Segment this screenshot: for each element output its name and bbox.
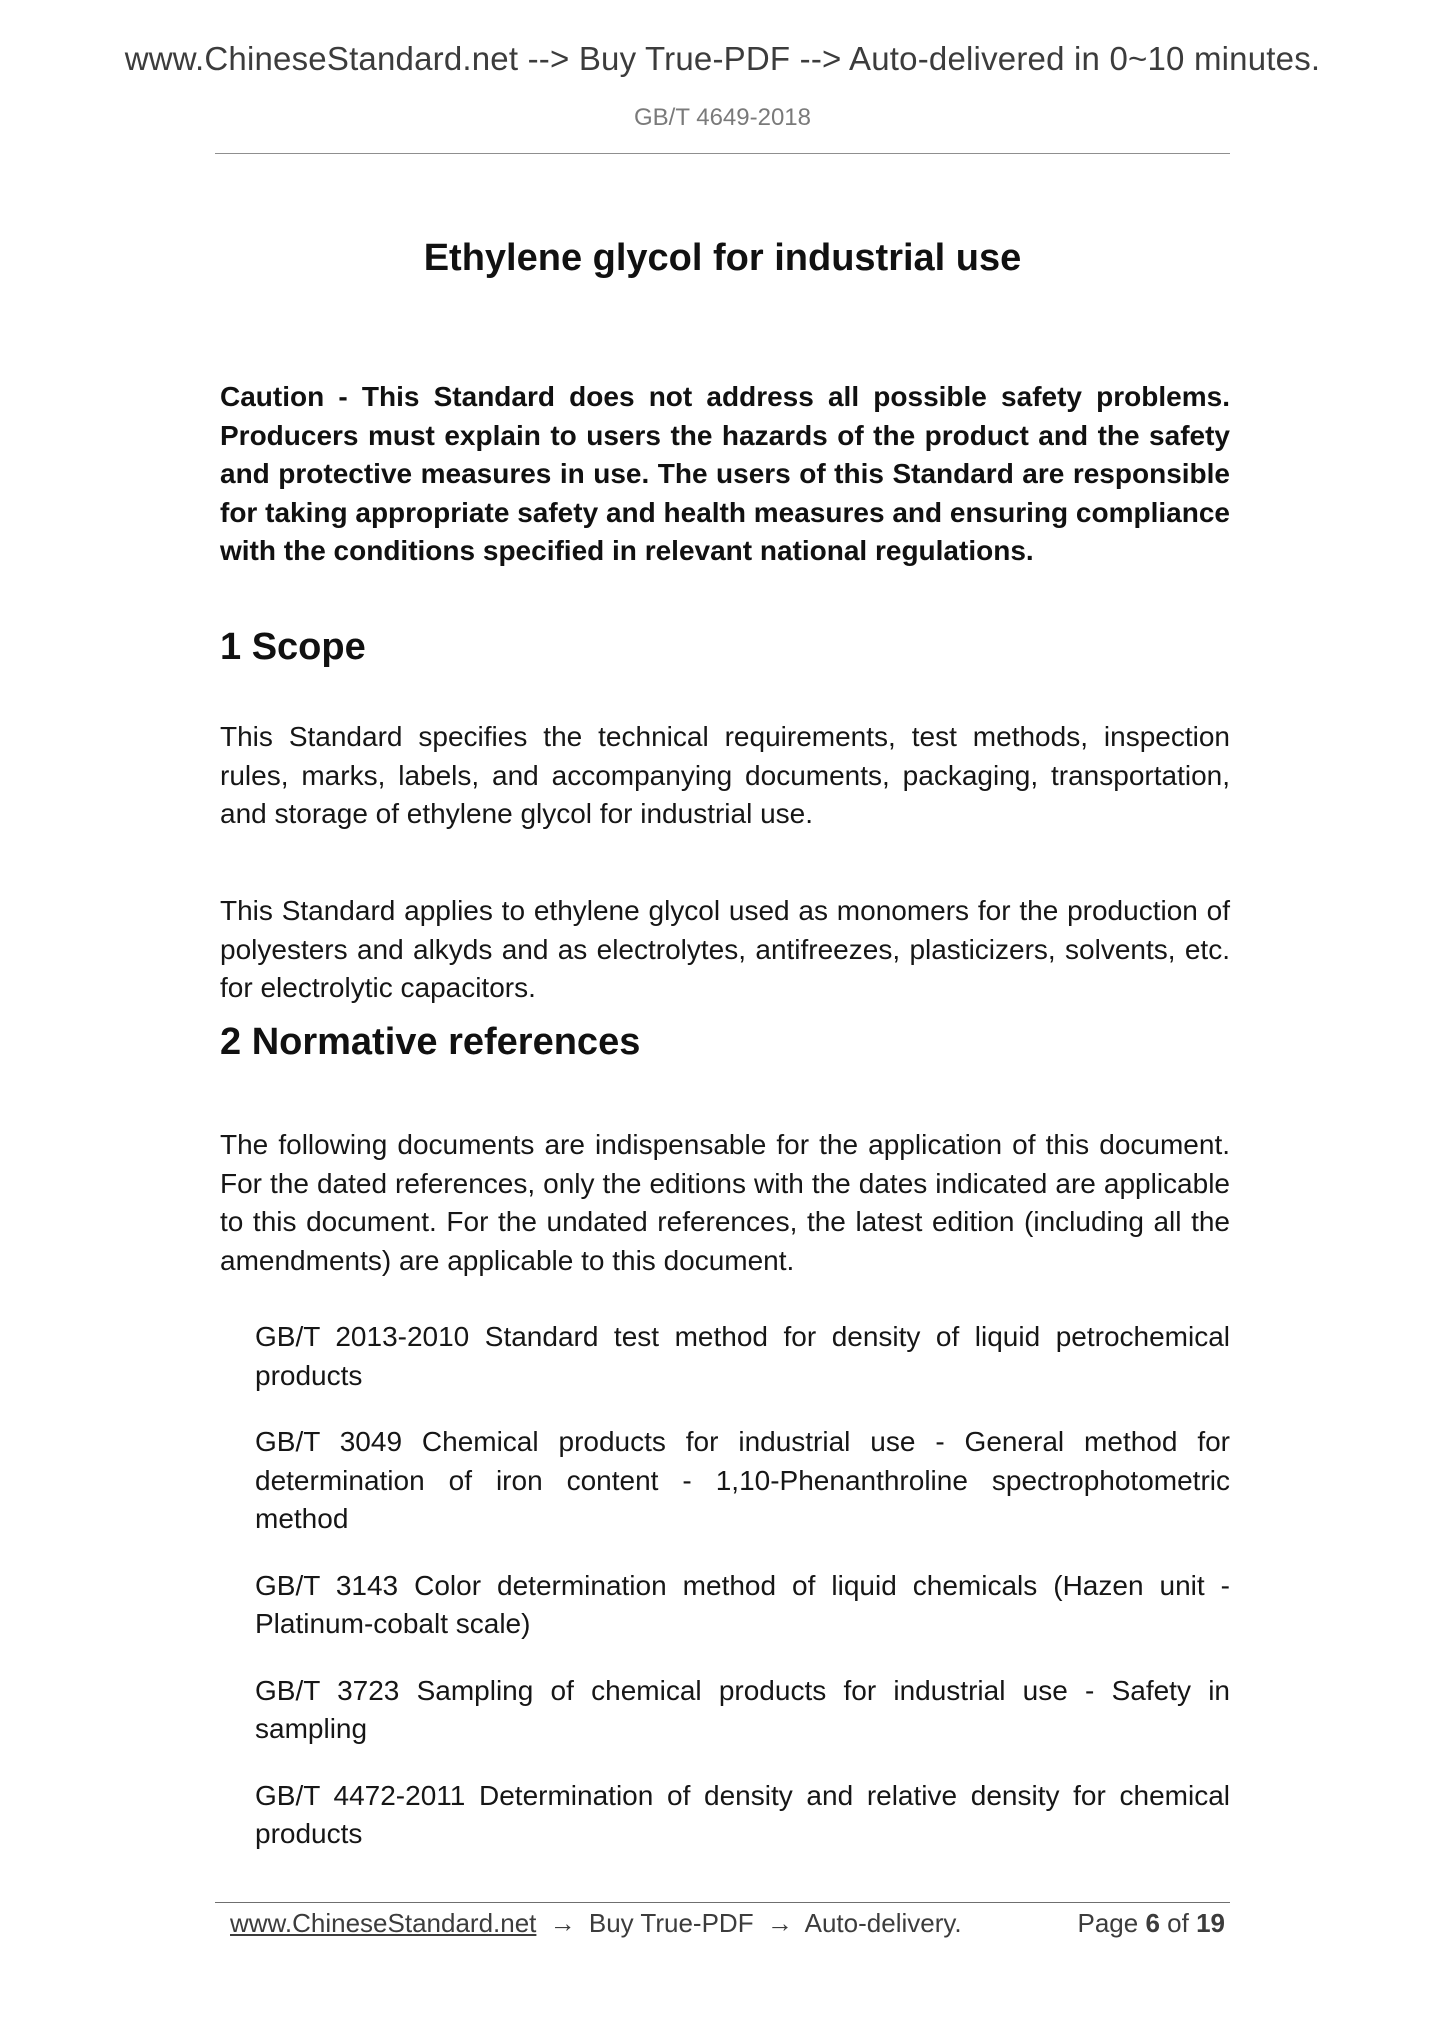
footer-buy-text: Buy True-PDF: [588, 1908, 754, 1938]
document-title: Ethylene glycol for industrial use: [423, 237, 1022, 280]
footer-site-link[interactable]: www.ChineseStandard.net: [230, 1908, 537, 1938]
reference-item: GB/T 3049 Chemical products for industrial use - General method for determination of iron content - 1,10-Phenanthroline spectrophotometric method: [255, 1426, 1230, 1534]
page-total: 19: [1196, 1908, 1225, 1938]
reference-item: GB/T 3723 Sampling of chemical products for industrial use - Safety in sampling: [255, 1674, 1230, 1744]
scope-paragraph: This Standard specifies the technical requirements, test methods, inspection rules, marks, labels, and accompanying documents, packaging, transportation, and storage of ethylene glycol for industrial use.: [220, 721, 1230, 829]
page-of-label: of: [1167, 1908, 1189, 1938]
section-heading-scope: 1 Scope: [220, 626, 366, 668]
reference-item: GB/T 3143 Color determination method of liquid chemicals (Hazen unit - Platinum-cobalt scale): [255, 1569, 1230, 1639]
page-current: 6: [1145, 1908, 1160, 1938]
page-indicator: [1077, 1908, 1225, 1939]
scope-body-2: [220, 892, 1230, 1008]
scope-paragraph: This Standard applies to ethylene glycol used as monomers for the production of polyesters and alkyds and as electrolytes, antifreezes, plasticizers, solvents, etc. for electrolytic capacitors.: [220, 895, 1230, 1003]
arrow-right-icon: →: [766, 1908, 793, 1938]
caution-notice: Caution - This Standard does not address all possible safety problems. Producers must explain to users the hazards of the product and the safety and protective measures in use. The users of this Standard are responsible for taking appropriate safety and health measures and ensuring compliance with the conditions specified in relevant national regulations.: [220, 381, 1230, 566]
header-divider: [215, 153, 1230, 154]
site-banner: www.ChineseStandard.net --> Buy True-PDF --> Auto-delivered in 0~10 minutes.: [124, 40, 1321, 77]
section-heading-normative-references: 2 Normative references: [220, 1021, 641, 1063]
page-footer: [230, 1908, 1225, 1942]
footer-promo: [230, 1908, 962, 1939]
standard-code: GB/T 4649-2018: [633, 104, 811, 131]
scope-body: [220, 718, 1230, 834]
normative-paragraph: The following documents are indispensable for the application of this document. For the dated references, only the editions with the dates indicated are applicable to this document. For the undated references, the latest edition (including all the amendments) are applicable to this document.: [220, 1129, 1230, 1276]
reference-list: [255, 1318, 1230, 1882]
normative-intro: [220, 1126, 1230, 1280]
footer-delivery-text: Auto-delivery.: [804, 1908, 962, 1938]
reference-item: GB/T 4472-2011 Determination of density and relative density for chemical products: [255, 1779, 1230, 1849]
page-label: Page: [1077, 1908, 1139, 1938]
reference-item: GB/T 2013-2010 Standard test method for density of liquid petrochemical products: [255, 1321, 1230, 1391]
footer-divider: [215, 1902, 1230, 1903]
arrow-right-icon: →: [549, 1908, 576, 1938]
